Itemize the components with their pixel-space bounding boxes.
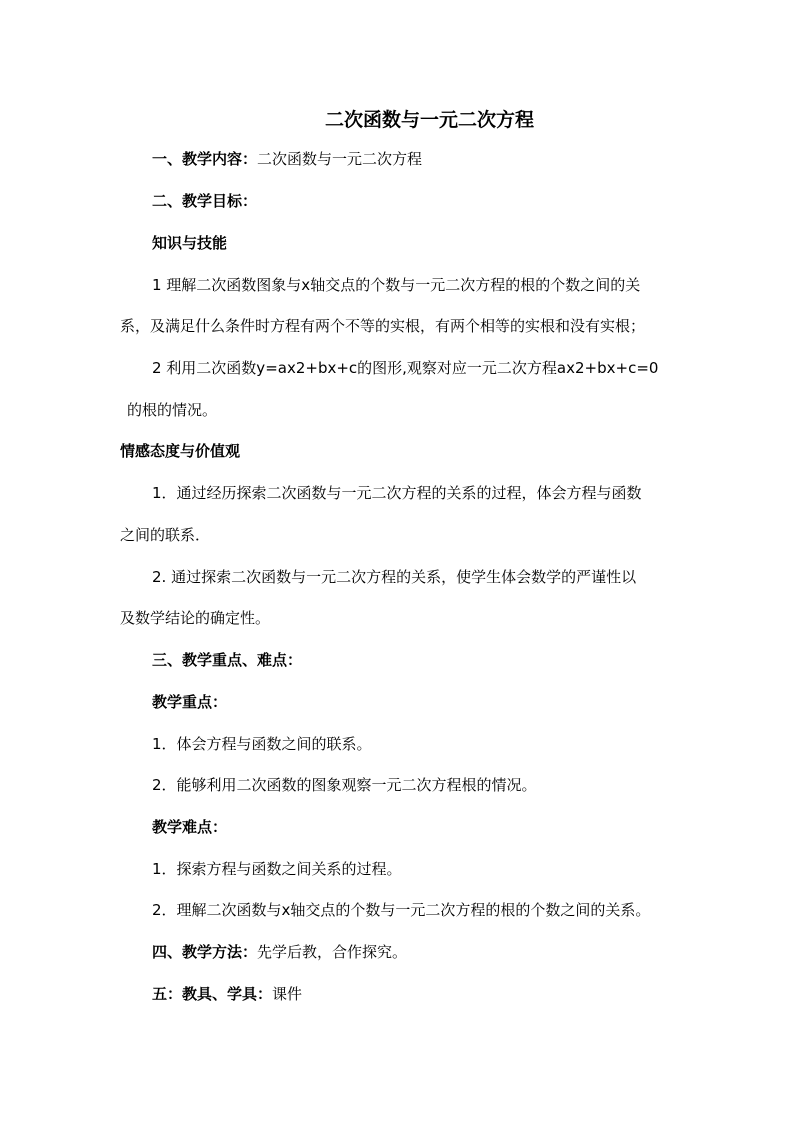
section-2-heading: 二、教学目标：	[152, 192, 258, 210]
section-4-heading: 四、教学方法：	[152, 943, 258, 961]
document-title: 二次函数与一元二次方程	[325, 109, 535, 131]
section-5-heading: 五：教具、学具：	[152, 985, 273, 1003]
section-4-text: 先学后教，合作探究。	[257, 943, 408, 961]
emotion-item-2-line-2: 及数学结论的确定性。	[120, 609, 271, 627]
key-points-item-1: 1．体会方程与函数之间的联系。	[152, 735, 372, 753]
section-1	[152, 149, 422, 169]
key-points-item-2: 2．能够利用二次函数的图象观察一元二次方程根的情况。	[152, 776, 537, 794]
section-4	[152, 942, 407, 962]
knowledge-item-1-line-2: 系，及满足什么条件时方程有两个不等的实根，有两个相等的实根和没有实根；	[120, 317, 646, 335]
emotion-item-1-line-1: 1．通过经历探索二次函数与一元二次方程的关系的过程，体会方程与函数	[152, 484, 642, 502]
emotion-item-1-line-2: 之间的联系．	[120, 526, 211, 544]
knowledge-item-1-line-1: 1 理解二次函数图象与x轴交点的个数与一元二次方程的根的个数之间的关	[152, 276, 641, 294]
knowledge-item-2-line-1: 2 利用二次函数y=ax2+bx+c的图形,观察对应一元二次方程ax2+bx+c=0	[152, 359, 659, 377]
section-5	[152, 984, 302, 1004]
difficulties-heading: 教学难点：	[152, 818, 228, 836]
emotion-heading: 情感态度与价值观	[120, 442, 241, 460]
section-5-text: 课件	[272, 985, 303, 1003]
section-1-text: 二次函数与一元二次方程	[257, 150, 423, 168]
knowledge-heading: 知识与技能	[152, 234, 228, 252]
key-points-heading: 教学重点：	[152, 693, 228, 711]
section-3-heading: 三、教学重点、难点：	[152, 651, 303, 669]
knowledge-item-2-line-2: 的根的情况。	[127, 401, 218, 419]
difficulties-item-2: 2．理解二次函数与x轴交点的个数与一元二次方程的根的个数之间的关系。	[152, 901, 651, 919]
section-1-heading: 一、教学内容：	[152, 150, 258, 168]
emotion-item-2-line-1: 2. 通过探索二次函数与一元二次方程的关系，使学生体会数学的严谨性以	[152, 568, 637, 586]
difficulties-item-1: 1．探索方程与函数之间关系的过程。	[152, 860, 402, 878]
